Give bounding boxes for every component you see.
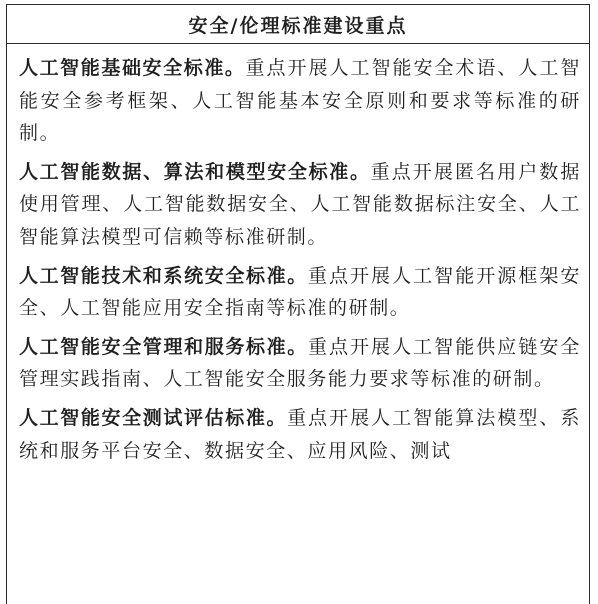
item-title: 人工智能技术和系统安全标准。 bbox=[19, 264, 308, 287]
item-text: 重点开展人工智能供应链安全管理实践指南、人工智能安全服务能力要求等标准的研制。 bbox=[19, 335, 581, 391]
item-testing-evaluation bbox=[19, 402, 581, 467]
item-management-service bbox=[19, 331, 581, 396]
item-title: 人工智能基础安全标准。 bbox=[19, 57, 246, 79]
item-text: 重点开展匿名用户数据使用管理、人工智能数据安全、人工智能数据标注安全、人工智能算法模型可信赖等标准研制。 bbox=[19, 160, 581, 248]
item-data-algorithm-model-security bbox=[19, 156, 581, 254]
item-tech-system-security bbox=[19, 260, 581, 325]
table-body bbox=[7, 44, 589, 467]
item-title: 人工智能数据、算法和模型安全标准。 bbox=[19, 160, 371, 183]
item-text: 重点开展人工智能算法模型、系统和服务平台安全、数据安全、应用风险、测试 bbox=[19, 406, 581, 462]
item-basic-security bbox=[19, 52, 581, 150]
item-text: 重点开展人工智能安全术语、人工智能安全参考框架、人工智能基本安全原则和要求等标准的研制。 bbox=[19, 57, 581, 145]
table-header: 安全/伦理标准建设重点 bbox=[7, 5, 589, 44]
item-title: 人工智能安全测试评估标准。 bbox=[19, 406, 288, 429]
item-text: 重点开展人工智能开源框架安全、人工智能应用安全指南等标准的研制。 bbox=[19, 264, 581, 320]
item-title: 人工智能安全管理和服务标准。 bbox=[19, 335, 308, 358]
standards-table bbox=[6, 4, 590, 604]
